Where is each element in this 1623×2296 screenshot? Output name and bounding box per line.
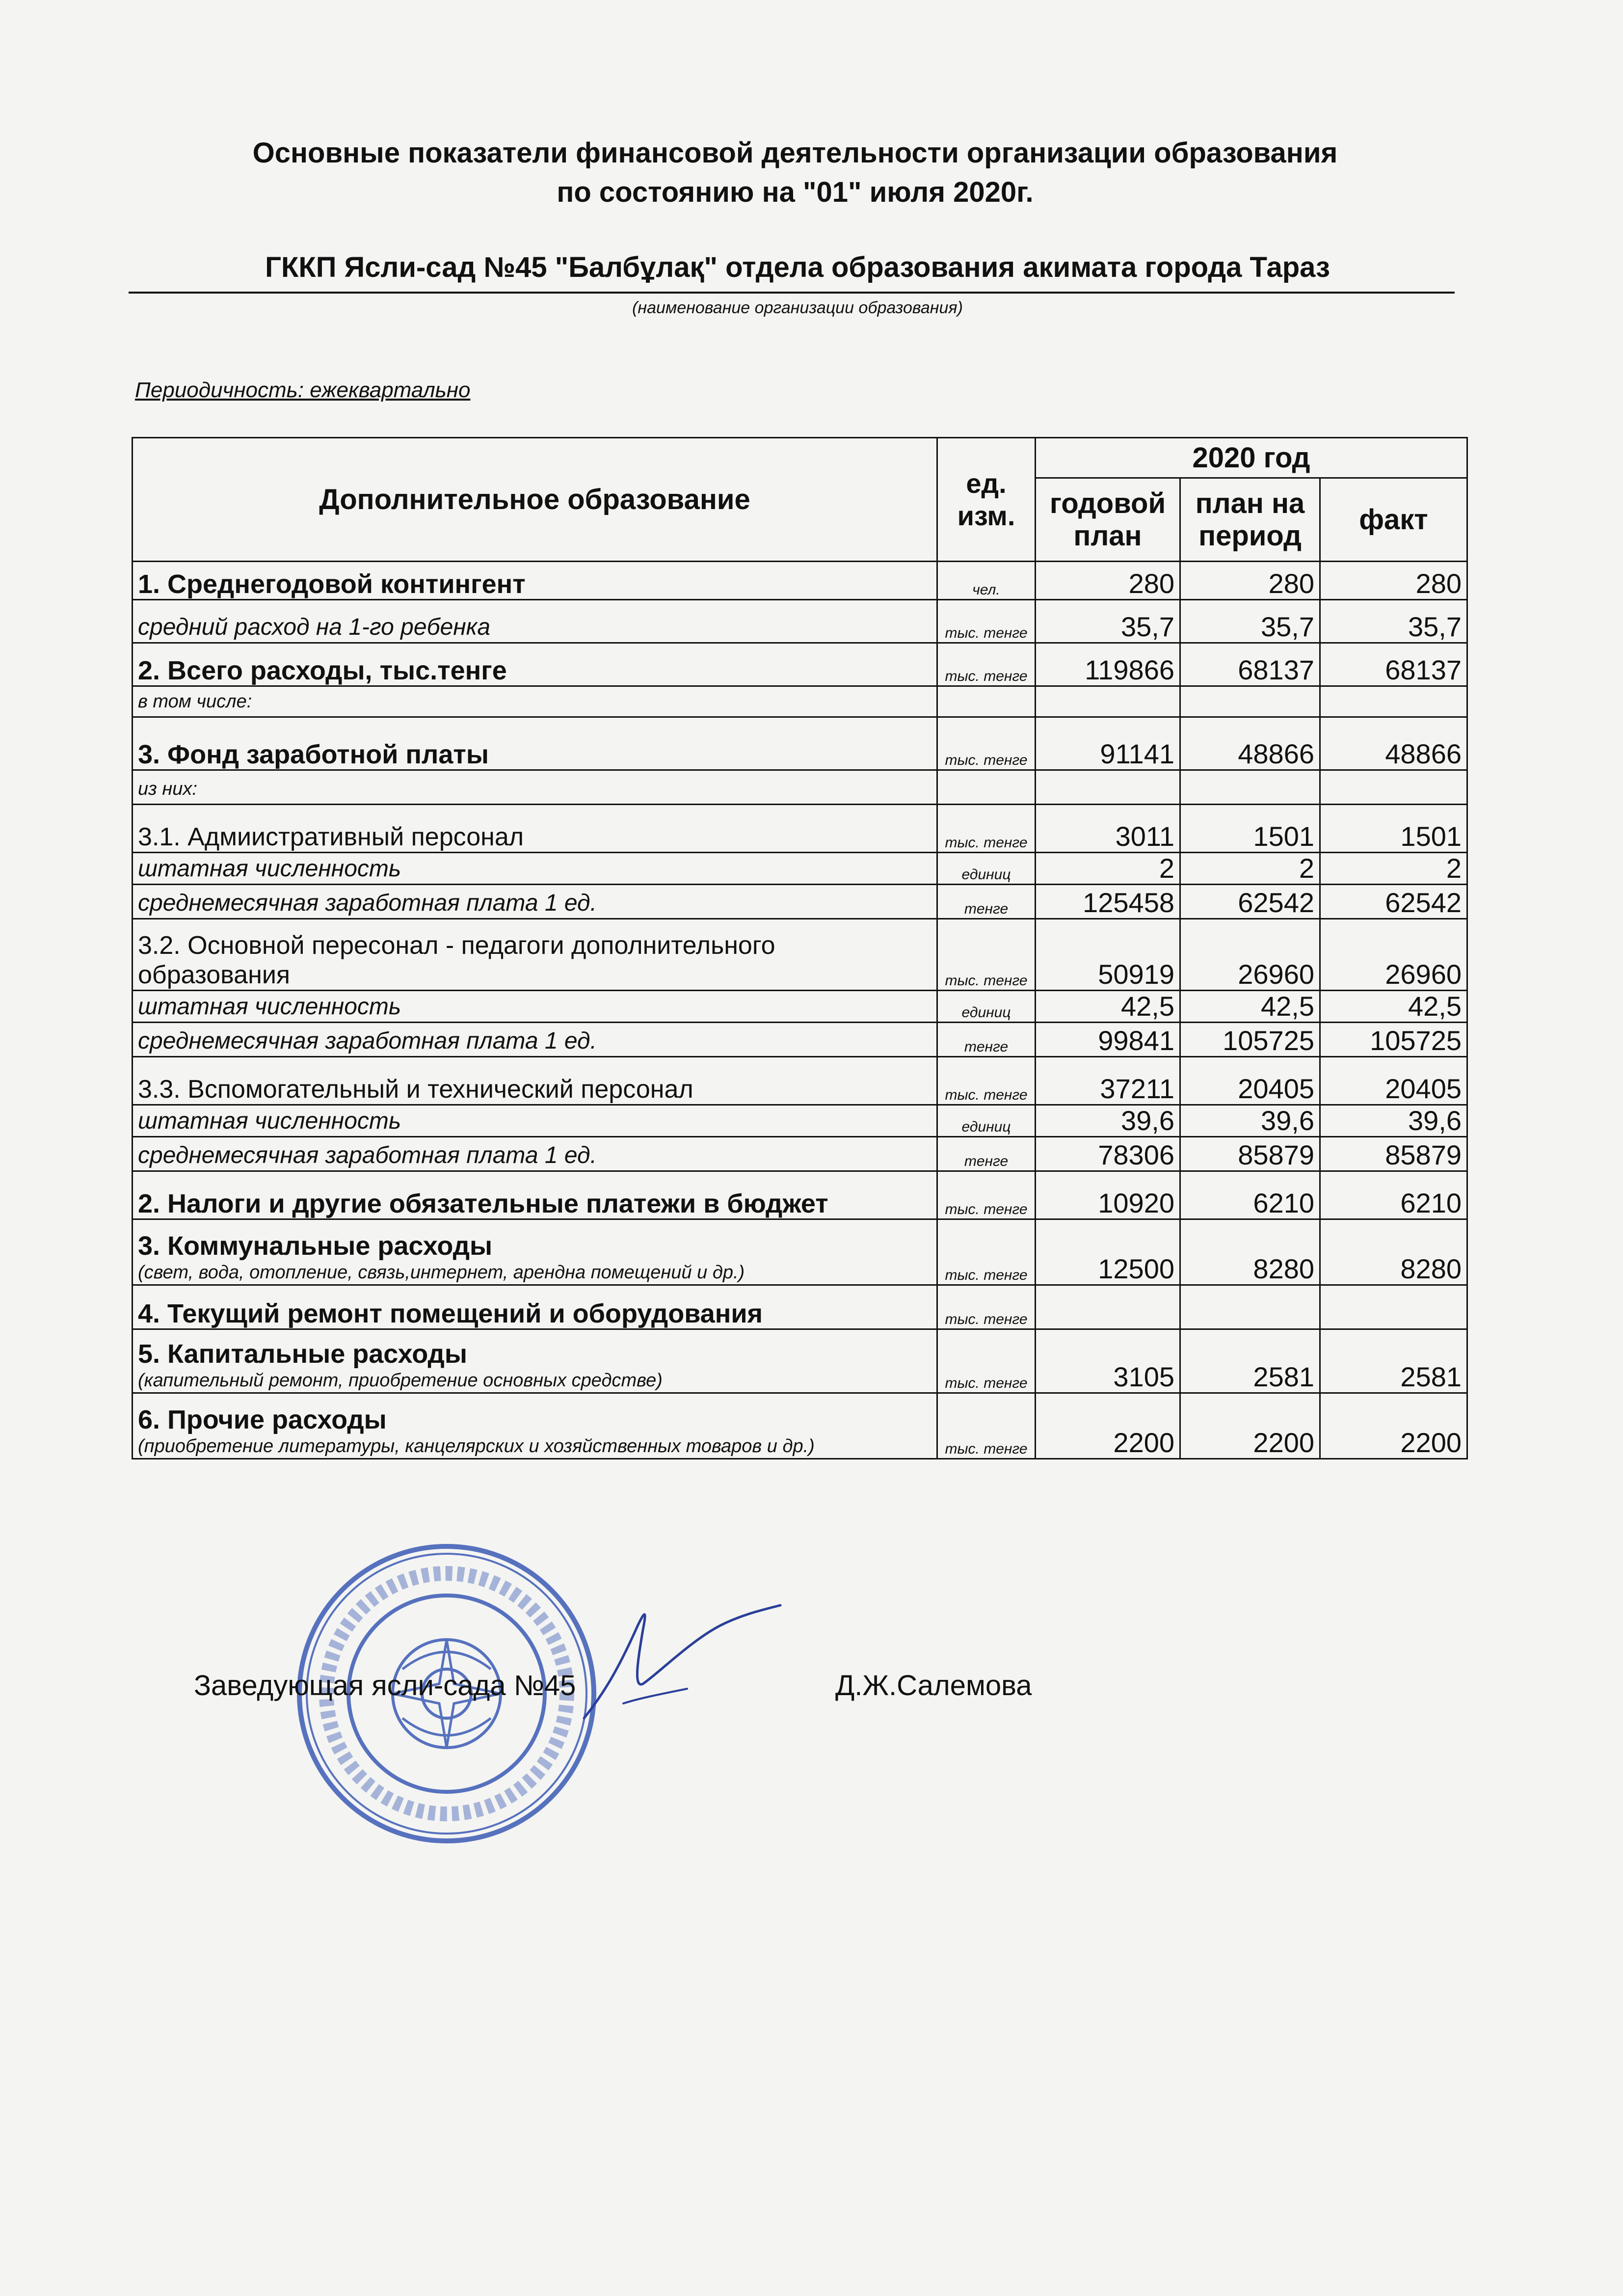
row-fact-value: 62542 xyxy=(1320,885,1467,919)
header-unit: ед. изм. xyxy=(937,438,1036,562)
row-annual-value: 3011 xyxy=(1036,805,1180,853)
row-period-value: 62542 xyxy=(1180,885,1320,919)
row-period-value: 2581 xyxy=(1180,1329,1320,1393)
row-name-text: 3.1. Адмиистративный персонал xyxy=(138,823,524,851)
row-name xyxy=(133,562,937,600)
table-row xyxy=(133,1285,1467,1329)
row-name-text: среднемесячная заработная плата 1 ед. xyxy=(138,1028,597,1054)
row-annual-value: 37211 xyxy=(1036,1057,1180,1105)
table-row xyxy=(133,1105,1467,1137)
table-row xyxy=(133,1137,1467,1171)
row-unit: тенге xyxy=(937,1023,1036,1057)
row-unit: тыс. тенге xyxy=(937,717,1036,770)
row-name xyxy=(133,1329,937,1393)
header-period-plan: план на период xyxy=(1180,478,1320,562)
row-annual-value: 78306 xyxy=(1036,1137,1180,1171)
row-annual-value: 125458 xyxy=(1036,885,1180,919)
row-name-text: 5. Капитальные расходы xyxy=(138,1339,467,1369)
row-name-text: в том числе: xyxy=(138,691,252,712)
row-annual-value xyxy=(1036,1285,1180,1329)
signatory-position: Заведующая ясли-сада №45 xyxy=(194,1670,576,1702)
table-row xyxy=(133,1393,1467,1459)
row-name-text: среднемесячная заработная плата 1 ед. xyxy=(138,1142,597,1168)
signature xyxy=(574,1571,785,1733)
row-annual-value: 10920 xyxy=(1036,1171,1180,1219)
row-period-value: 85879 xyxy=(1180,1137,1320,1171)
row-name xyxy=(133,1171,937,1219)
row-period-value: 6210 xyxy=(1180,1171,1320,1219)
row-period-value: 48866 xyxy=(1180,717,1320,770)
organization-caption: (наименование организации образования) xyxy=(632,298,963,317)
row-name xyxy=(133,1023,937,1057)
header-year: 2020 год xyxy=(1036,438,1467,478)
row-name-text: 3. Коммунальные расходы xyxy=(138,1231,493,1261)
row-fact-value: 85879 xyxy=(1320,1137,1467,1171)
periodicity: Периодичность: ежеквартально xyxy=(135,378,471,402)
row-period-value: 26960 xyxy=(1180,919,1320,991)
row-period-value: 20405 xyxy=(1180,1057,1320,1105)
row-name xyxy=(133,1137,937,1171)
row-name xyxy=(133,991,937,1023)
table-row xyxy=(133,600,1467,643)
table-row xyxy=(133,1219,1467,1285)
row-fact-value: 35,7 xyxy=(1320,600,1467,643)
row-unit: тыс. тенге xyxy=(937,1057,1036,1105)
header-name: Дополнительное образование xyxy=(133,438,937,562)
row-name xyxy=(133,686,937,717)
row-name-text: 1. Среднегодовой контингент xyxy=(138,569,526,599)
header-annual-plan: годовой план xyxy=(1036,478,1180,562)
row-name xyxy=(133,600,937,643)
row-period-value: 280 xyxy=(1180,562,1320,600)
row-fact-value: 2 xyxy=(1320,853,1467,885)
row-name-text: среднемесячная заработная плата 1 ед. xyxy=(138,890,597,916)
row-unit: чел. xyxy=(937,562,1036,600)
row-fact-value: 1501 xyxy=(1320,805,1467,853)
row-fact-value xyxy=(1320,1285,1467,1329)
organization-name: ГККП Ясли-сад №45 "Балбұлақ" отдела образования акимата города Тараз xyxy=(265,251,1330,283)
row-unit: тыс. тенге xyxy=(937,643,1036,686)
table-body xyxy=(133,562,1467,1459)
row-name xyxy=(133,717,937,770)
row-unit: тыс. тенге xyxy=(937,805,1036,853)
row-note: (свет, вода, отопление, связь,интернет, арендна помещений и др.) xyxy=(138,1262,745,1283)
row-name-text: штатная численность xyxy=(138,856,401,882)
row-fact-value: 68137 xyxy=(1320,643,1467,686)
table-row xyxy=(133,1023,1467,1057)
row-annual-value: 12500 xyxy=(1036,1219,1180,1285)
signatory-name: Д.Ж.Салемова xyxy=(835,1670,1032,1702)
organization-underline xyxy=(129,292,1455,294)
row-period-value: 42,5 xyxy=(1180,991,1320,1023)
row-fact-value: 2200 xyxy=(1320,1393,1467,1459)
row-annual-value xyxy=(1036,686,1180,717)
row-fact-value: 280 xyxy=(1320,562,1467,600)
table-row xyxy=(133,919,1467,991)
table-row xyxy=(133,805,1467,853)
row-name-text: 3.2. Основной пересонал - педагоги дополнительного образования xyxy=(138,931,775,989)
row-name xyxy=(133,770,937,805)
table-row xyxy=(133,562,1467,600)
financial-table xyxy=(132,437,1468,1459)
row-unit: единиц xyxy=(937,991,1036,1023)
row-name xyxy=(133,1285,937,1329)
row-name-text: из них: xyxy=(138,779,197,799)
document-title-line2: по состоянию на "01" июля 2020г. xyxy=(557,176,1034,208)
row-name xyxy=(133,919,937,991)
row-unit: тыс. тенге xyxy=(937,1219,1036,1285)
row-name-text: штатная численность xyxy=(138,994,401,1020)
row-annual-value: 39,6 xyxy=(1036,1105,1180,1137)
table-row xyxy=(133,1329,1467,1393)
row-name-text: 3.3. Вспомогательный и технический персонал xyxy=(138,1075,693,1104)
row-period-value xyxy=(1180,770,1320,805)
row-period-value: 1501 xyxy=(1180,805,1320,853)
row-annual-value: 50919 xyxy=(1036,919,1180,991)
row-period-value: 2200 xyxy=(1180,1393,1320,1459)
row-name-text: штатная численность xyxy=(138,1108,401,1134)
row-unit xyxy=(937,686,1036,717)
row-annual-value: 119866 xyxy=(1036,643,1180,686)
row-fact-value: 42,5 xyxy=(1320,991,1467,1023)
row-fact-value: 20405 xyxy=(1320,1057,1467,1105)
row-name-text: 6. Прочие расходы xyxy=(138,1405,387,1434)
row-unit: единиц xyxy=(937,1105,1036,1137)
row-name xyxy=(133,1219,937,1285)
row-annual-value: 99841 xyxy=(1036,1023,1180,1057)
row-annual-value: 35,7 xyxy=(1036,600,1180,643)
row-period-value xyxy=(1180,1285,1320,1329)
row-unit: тыс. тенге xyxy=(937,919,1036,991)
row-period-value: 2 xyxy=(1180,853,1320,885)
row-period-value: 35,7 xyxy=(1180,600,1320,643)
row-period-value: 39,6 xyxy=(1180,1105,1320,1137)
row-annual-value: 91141 xyxy=(1036,717,1180,770)
row-annual-value xyxy=(1036,770,1180,805)
table-row xyxy=(133,717,1467,770)
row-fact-value: 8280 xyxy=(1320,1219,1467,1285)
table-row xyxy=(133,885,1467,919)
row-fact-value: 48866 xyxy=(1320,717,1467,770)
row-unit: тенге xyxy=(937,1137,1036,1171)
row-name xyxy=(133,853,937,885)
header-fact: факт xyxy=(1320,478,1467,562)
row-unit xyxy=(937,770,1036,805)
row-period-value xyxy=(1180,686,1320,717)
row-note: (приобретение литературы, канцелярских и хозяйственных товаров и др.) xyxy=(138,1436,815,1457)
row-annual-value: 3105 xyxy=(1036,1329,1180,1393)
row-fact-value xyxy=(1320,770,1467,805)
row-annual-value: 42,5 xyxy=(1036,991,1180,1023)
table-row xyxy=(133,1057,1467,1105)
row-unit: тыс. тенге xyxy=(937,1285,1036,1329)
document-title-line1: Основные показатели финансовой деятельности организации образования xyxy=(252,137,1338,169)
row-fact-value: 105725 xyxy=(1320,1023,1467,1057)
row-name-text: 3. Фонд заработной платы xyxy=(138,740,489,769)
row-name xyxy=(133,885,937,919)
row-unit: тенге xyxy=(937,885,1036,919)
table-row xyxy=(133,853,1467,885)
row-name xyxy=(133,1057,937,1105)
table-row xyxy=(133,686,1467,717)
row-fact-value: 6210 xyxy=(1320,1171,1467,1219)
row-unit: тыс. тенге xyxy=(937,600,1036,643)
row-period-value: 68137 xyxy=(1180,643,1320,686)
row-fact-value xyxy=(1320,686,1467,717)
row-name-text: 4. Текущий ремонт помещений и оборудования xyxy=(138,1299,763,1328)
row-unit: единиц xyxy=(937,853,1036,885)
row-name-text: средний расход на 1-го ребенка xyxy=(138,614,491,640)
table-row xyxy=(133,770,1467,805)
row-period-value: 105725 xyxy=(1180,1023,1320,1057)
table-row xyxy=(133,991,1467,1023)
row-unit: тыс. тенге xyxy=(937,1393,1036,1459)
row-annual-value: 280 xyxy=(1036,562,1180,600)
row-period-value: 8280 xyxy=(1180,1219,1320,1285)
row-name xyxy=(133,1393,937,1459)
row-name-text: 2. Налоги и другие обязательные платежи в бюджет xyxy=(138,1189,828,1218)
row-name xyxy=(133,1105,937,1137)
row-annual-value: 2 xyxy=(1036,853,1180,885)
row-annual-value: 2200 xyxy=(1036,1393,1180,1459)
row-unit: тыс. тенге xyxy=(937,1171,1036,1219)
row-name xyxy=(133,643,937,686)
table-row xyxy=(133,643,1467,686)
row-unit: тыс. тенге xyxy=(937,1329,1036,1393)
table-row xyxy=(133,1171,1467,1219)
row-fact-value: 26960 xyxy=(1320,919,1467,991)
row-name-text: 2. Всего расходы, тыс.тенге xyxy=(138,656,507,685)
row-name xyxy=(133,805,937,853)
row-note: (капительный ремонт, приобретение основных средстве) xyxy=(138,1370,663,1391)
row-fact-value: 39,6 xyxy=(1320,1105,1467,1137)
row-fact-value: 2581 xyxy=(1320,1329,1467,1393)
